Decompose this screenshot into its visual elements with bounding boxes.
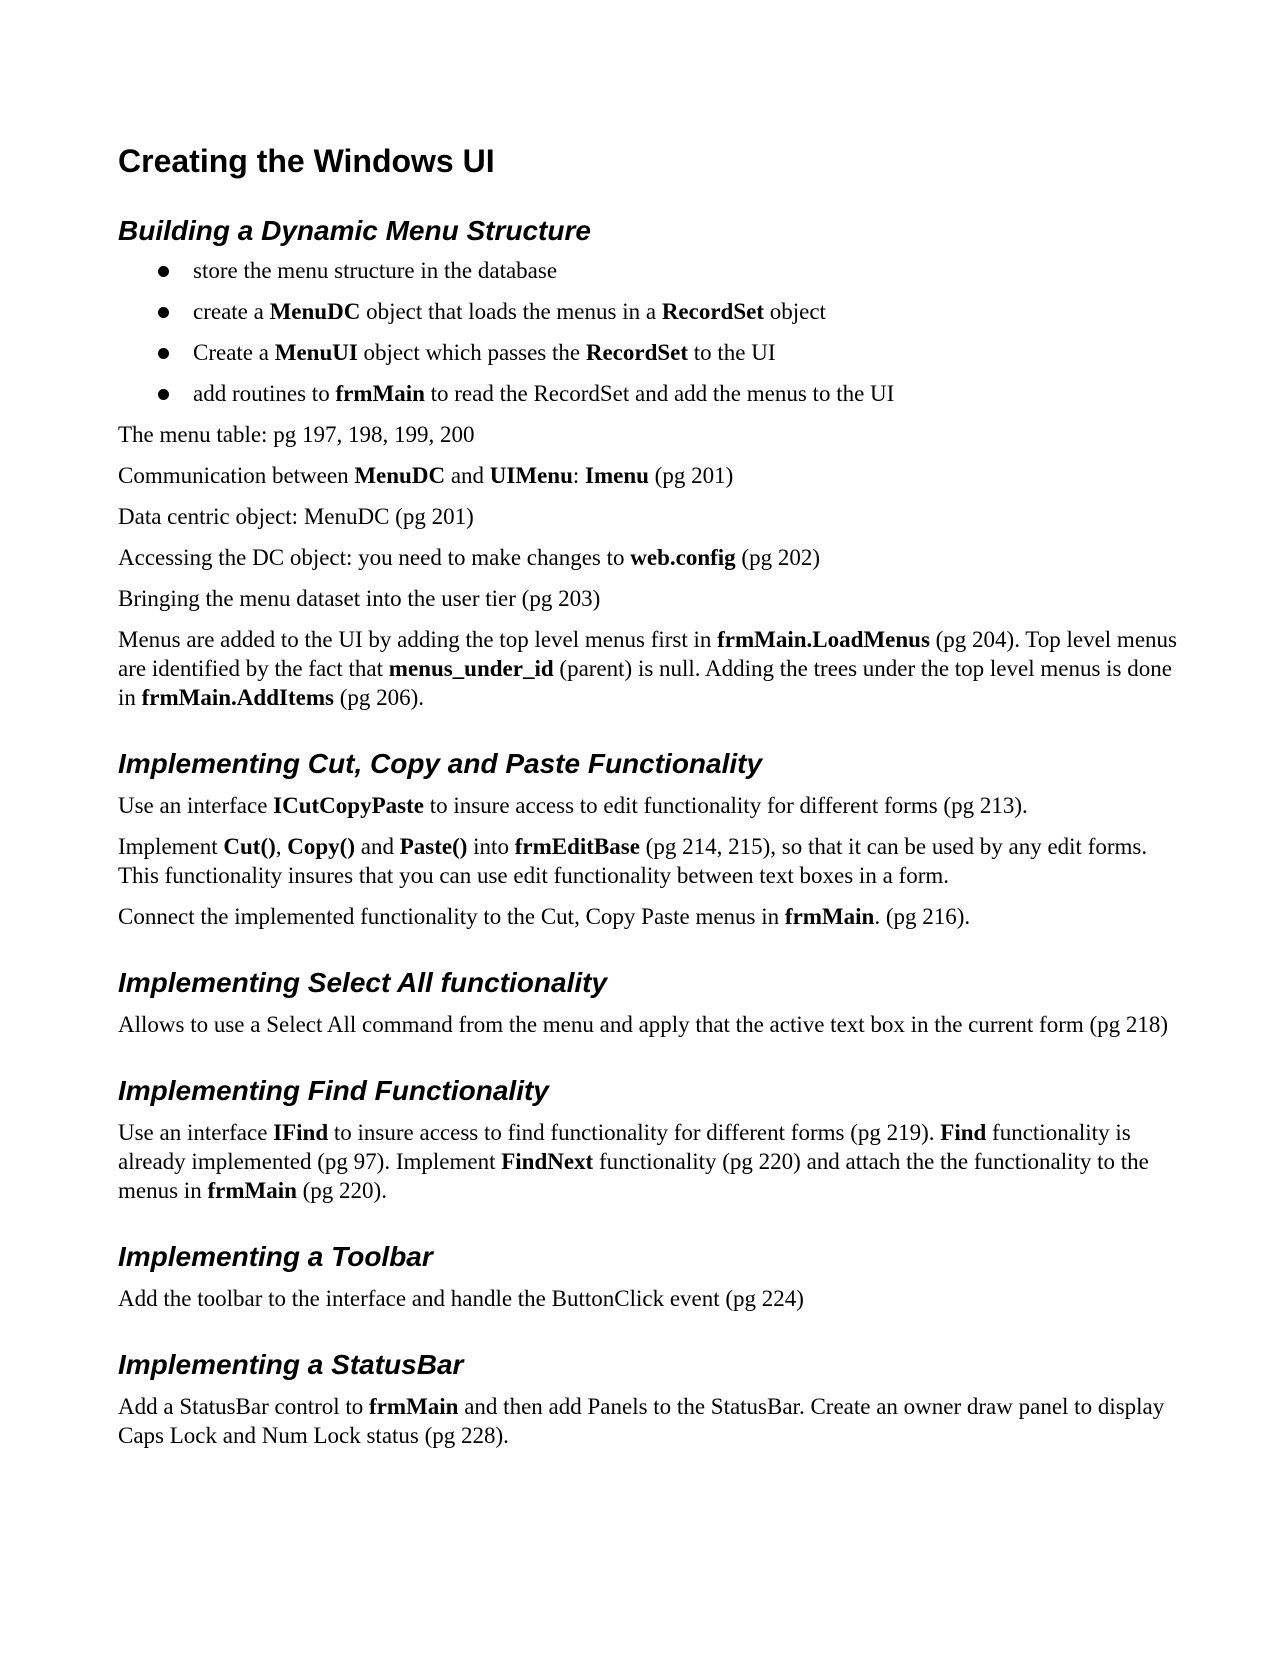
page-title: Creating the Windows UI — [118, 143, 495, 179]
section-heading-toolbar: Implementing a Toolbar — [118, 1241, 433, 1272]
paragraph: The menu table: pg 197, 198, 199, 200 — [118, 422, 475, 447]
list-item: add routines to frmMain to read the RecordSet and add the menus to the UI — [118, 379, 1180, 408]
paragraph: Use an interface IFind to insure access to find functionality for different forms (pg 219). Find functionality is already implemented (pg 97). Implement FindNext functionality (pg 220) and attach the the functionality to the menus in frmMain (pg 220). — [118, 1120, 1149, 1203]
section-body-cut-copy-paste — [118, 791, 1180, 931]
bullet-icon — [158, 307, 169, 318]
paragraph: Menus are added to the UI by adding the top level menus first in frmMain.LoadMenus (pg 204). Top level menus are identified by the fact that menus_under_id (parent) is null. Adding the trees under the top level menus is done in frmMain.AddItems (pg 206). — [118, 627, 1177, 710]
paragraph: Bringing the menu dataset into the user tier (pg 203) — [118, 586, 601, 611]
paragraph: Communication between MenuDC and UIMenu: Imenu (pg 201) — [118, 463, 734, 488]
list-item: create a MenuDC object that loads the menus in a RecordSet object — [118, 297, 1180, 326]
section-body-find — [118, 1118, 1180, 1205]
paragraph: Add the toolbar to the interface and handle the ButtonClick event (pg 224) — [118, 1286, 804, 1311]
bullet-icon — [158, 348, 169, 359]
paragraph: Add a StatusBar control to frmMain and then add Panels to the StatusBar. Create an owner draw panel to display Caps Lock and Num Lock status (pg 228). — [118, 1394, 1165, 1448]
section-heading-select-all: Implementing Select All functionality — [118, 967, 608, 998]
bullet-list — [118, 256, 1180, 408]
section-heading-cut-copy-paste: Implementing Cut, Copy and Paste Functionality — [118, 748, 763, 779]
section-heading-dynamic-menu: Building a Dynamic Menu Structure — [118, 215, 591, 246]
document-content — [118, 141, 1180, 1450]
section-body-toolbar — [118, 1284, 1180, 1313]
paragraph: Use an interface ICutCopyPaste to insure access to edit functionality for different forms (pg 213). — [118, 793, 1028, 818]
list-item: store the menu structure in the database — [118, 256, 1180, 285]
section-body-select-all — [118, 1010, 1180, 1039]
section-body-dynamic-menu — [118, 420, 1180, 712]
bullet-icon — [158, 266, 169, 277]
section-heading-find: Implementing Find Functionality — [118, 1075, 549, 1106]
list-item: Create a MenuUI object which passes the RecordSet to the UI — [118, 338, 1180, 367]
paragraph: Allows to use a Select All command from the menu and apply that the active text box in the current form (pg 218) — [118, 1012, 1169, 1037]
section-body-statusbar — [118, 1392, 1180, 1450]
paragraph: Implement Cut(), Copy() and Paste() into frmEditBase (pg 214, 215), so that it can be used by any edit forms. This functionality insures that you can use edit functionality between text boxes in a form. — [118, 834, 1148, 888]
bullet-icon — [158, 389, 169, 400]
section-heading-statusbar: Implementing a StatusBar — [118, 1349, 464, 1380]
paragraph: Accessing the DC object: you need to make changes to web.config (pg 202) — [118, 545, 820, 570]
paragraph: Data centric object: MenuDC (pg 201) — [118, 504, 474, 529]
paragraph: Connect the implemented functionality to the Cut, Copy Paste menus in frmMain. (pg 216). — [118, 904, 971, 929]
